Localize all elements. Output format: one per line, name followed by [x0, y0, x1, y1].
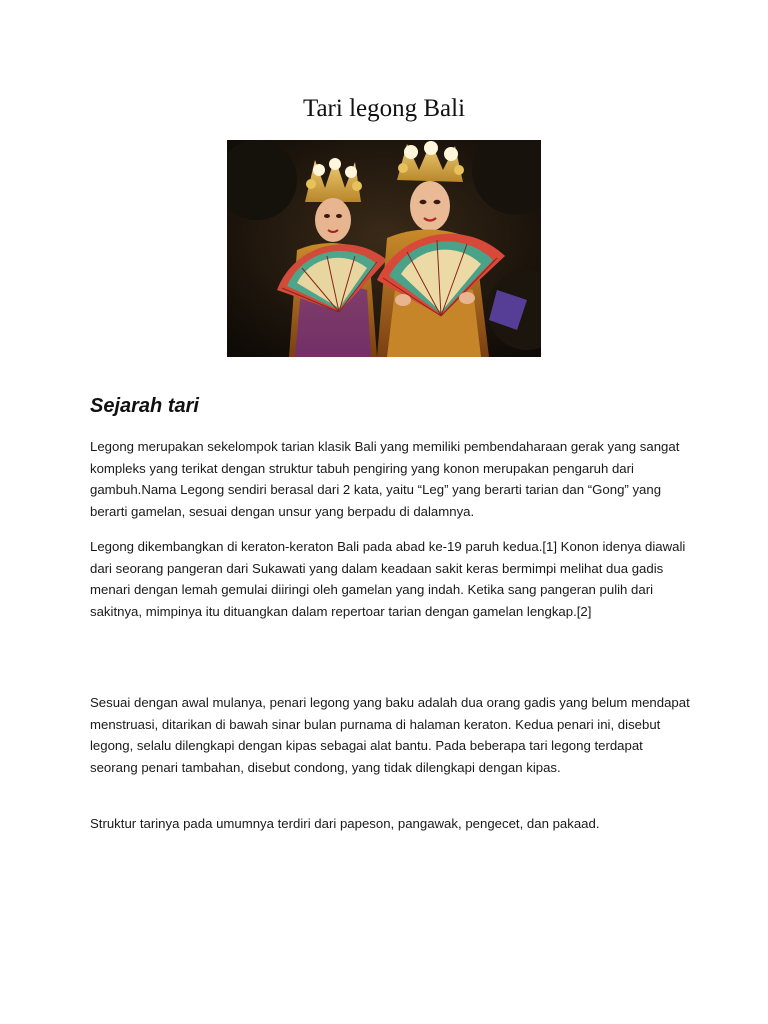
paragraph-4: Struktur tarinya pada umumnya terdiri dari papeson, pangawak, pengecet, dan pakaad. — [90, 816, 600, 831]
paragraph-1: Legong merupakan sekelompok tarian klasik Bali yang memiliki pembendaharaan gerak yang sangat kompleks yang terikat dengan struktur tabuh pengiring yang konon merupakan pengaruh dari gambuh.Nama Legong sendiri berasal dari 2 kata, yaitu “Leg” yang berarti tarian dan “Gong” yang berarti gamelan, sesuai dengan unsur yang berpadu di dalamnya. — [90, 439, 680, 520]
legong-dancers-photo — [227, 140, 541, 357]
paragraph-3: Sesuai dengan awal mulanya, penari legong yang baku adalah dua orang gadis yang belum mendapat menstruasi, ditarikan di bawah sinar bulan purnama di halaman keraton. Kedua penari ini, disebut legong, selalu dilengkapi dengan kipas sebagai alat bantu. Pada beberapa tari legong terdapat seorang penari tambahan, disebut condong, yang tidak dilengkapi dengan kipas. — [90, 695, 690, 776]
document-title: Tari legong Bali — [302, 95, 466, 122]
paragraph-2: Legong dikembangkan di keraton-keraton Bali pada abad ke-19 paruh kedua.[1] Konon idenya diawali dari seorang pangeran dari Sukawati yang dalam keadaan sakit keras bermimpi melihat dua gadis menari dengan lemah gemulai diiringi oleh gamelan yang indah. Ketika sang pangeran pulih dari sakitnya, mimpinya itu dituangkan dalam repertoar tarian dengan gamelan lengkap.[2] — [90, 539, 686, 620]
section-heading-sejarah: Sejarah tari — [90, 395, 199, 417]
